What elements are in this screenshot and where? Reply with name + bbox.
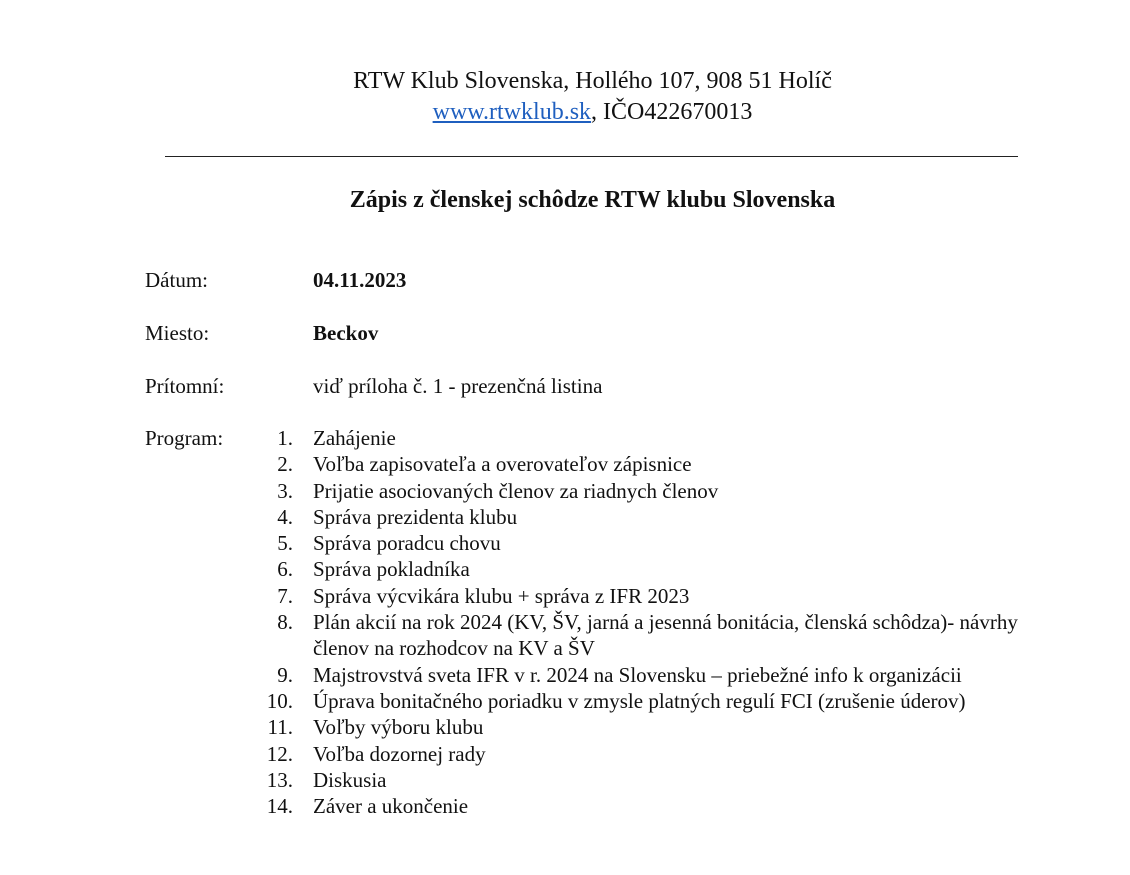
document-title: Zápis z členskej schôdze RTW klubu Slovenska: [349, 187, 836, 213]
item-text: Zahájenie: [313, 426, 396, 450]
present-value: viď príloha č. 1 - prezenčná listina: [313, 374, 603, 398]
list-item: [250, 741, 1033, 767]
list-item: [250, 662, 1033, 688]
program-list: [250, 425, 1033, 819]
item-number: 1.: [277, 426, 293, 450]
ico-text: , IČO422670013: [591, 99, 753, 125]
place-label: Miesto:: [145, 321, 210, 345]
item-text: Voľba zapisovateľa a overovateľov zápisnice: [313, 452, 692, 477]
item-text: Voľba dozornej rady: [313, 741, 486, 766]
item-text: Správa poradcu chovu: [313, 531, 501, 556]
list-item: [250, 793, 1033, 819]
list-item: [250, 583, 1033, 609]
item-text: Diskusia: [313, 767, 387, 792]
item-number: 10.: [266, 688, 293, 713]
present-label: Prítomní:: [145, 374, 225, 398]
list-item: [250, 425, 1033, 451]
item-text: Prijatie asociovaných členov za riadnych členov: [313, 478, 719, 503]
item-text: Správa prezidenta klubu: [313, 504, 518, 529]
list-item: [250, 478, 1033, 504]
list-item: [250, 504, 1033, 530]
list-item: [250, 451, 1033, 477]
item-text: Správa výcvikára klubu + správa z IFR 2023: [313, 583, 690, 608]
list-item: [250, 767, 1033, 793]
item-number: 9.: [277, 662, 293, 687]
item-number: 14.: [266, 794, 293, 819]
header-contact: [0, 97, 1130, 127]
item-number: 4.: [277, 504, 293, 529]
item-number: 13.: [266, 767, 293, 792]
list-item: [250, 714, 1033, 740]
item-number: 12.: [266, 741, 293, 766]
date-label: Dátum:: [145, 268, 208, 292]
item-text: Správa pokladníka: [313, 557, 470, 582]
list-item: [250, 609, 1033, 662]
item-number: 6.: [277, 557, 293, 582]
item-number: 8.: [277, 610, 293, 635]
list-item: [250, 688, 1033, 714]
date-value: 04.11.2023: [313, 268, 407, 292]
program-label: Program:: [145, 426, 224, 450]
header-address: RTW Klub Slovenska, Hollého 107, 908 51 Holíč: [353, 68, 832, 94]
place-value: Beckov: [313, 321, 379, 345]
item-text: Majstrovstvá sveta IFR v r. 2024 na Slovensku – priebežné info k organizácii: [313, 662, 962, 687]
header-divider: [165, 156, 1018, 157]
item-number: 3.: [277, 478, 293, 503]
list-item: [250, 556, 1033, 582]
website-link[interactable]: www.rtwklub.sk: [432, 99, 592, 125]
list-item: [250, 530, 1033, 556]
item-text: Voľby výboru klubu: [313, 715, 484, 740]
item-text: Záver a ukončenie: [313, 794, 469, 819]
item-number: 2.: [277, 452, 293, 477]
item-text: Plán akcií na rok 2024 (KV, ŠV, jarná a jesenná bonitácia, členská schôdza)- návrhy členov na rozhodcov na KV a ŠV: [313, 610, 1018, 661]
item-text: Úprava bonitačného poriadku v zmysle platných regulí FCI (zrušenie úderov): [313, 688, 966, 713]
item-number: 7.: [277, 583, 293, 608]
item-number: 5.: [277, 531, 293, 556]
item-number: 11.: [267, 715, 293, 740]
